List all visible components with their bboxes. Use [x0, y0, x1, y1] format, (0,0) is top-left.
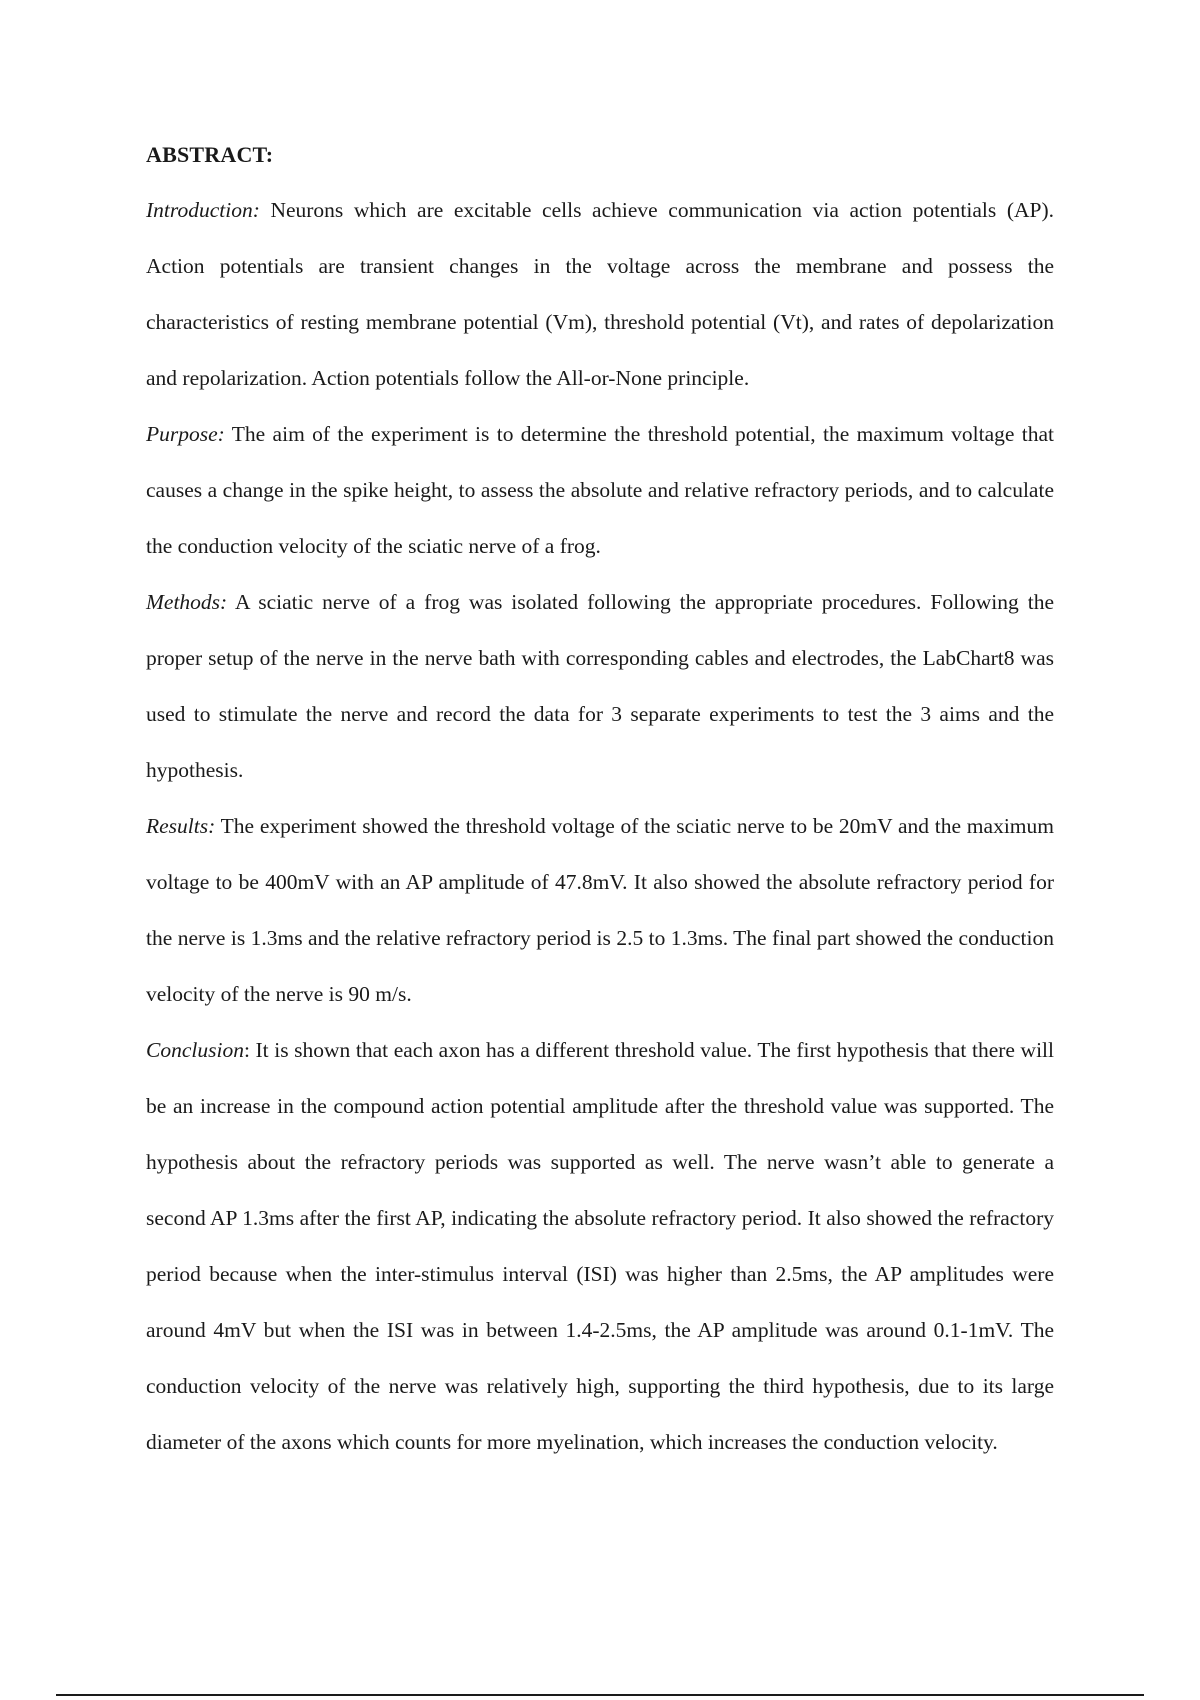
introduction-text: Neurons which are excitable cells achieve communication via action potentials (AP). Action potentials are transient changes in the voltage across the membrane and possess the characteristics of resting membrane potential (Vm), threshold potential (Vt), and rates of depolarization and repolarization. Action potentials follow the All-or-None principle.	[146, 198, 1054, 390]
introduction-paragraph	[146, 182, 1054, 406]
conclusion-text: : It is shown that each axon has a different threshold value. The first hypothesis that there will be an increase in the compound action potential amplitude after the threshold value was supported. The hypothesis about the refractory periods was supported as well. The nerve wasn’t able to generate a second AP 1.3ms after the first AP, indicating the absolute refractory period. It also showed the refractory period because when the inter-stimulus interval (ISI) was higher than 2.5ms, the AP amplitudes were around 4mV but when the ISI was in between 1.4-2.5ms, the AP amplitude was around 0.1-1mV. The conduction velocity of the nerve was relatively high, supporting the third hypothesis, due to its large diameter of the axons which counts for more myelination, which increases the conduction velocity.	[146, 1038, 1054, 1454]
conclusion-label: Conclusion	[146, 1038, 244, 1062]
purpose-text: The aim of the experiment is to determine the threshold potential, the maximum voltage that causes a change in the spike height, to assess the absolute and relative refractory periods, and to calculate the conduction velocity of the sciatic nerve of a frog.	[146, 422, 1054, 558]
introduction-label: Introduction:	[146, 198, 260, 222]
methods-paragraph	[146, 574, 1054, 798]
purpose-label: Purpose:	[146, 422, 225, 446]
document-page	[146, 140, 1054, 1470]
results-text: The experiment showed the threshold voltage of the sciatic nerve to be 20mV and the maximum voltage to be 400mV with an AP amplitude of 47.8mV. It also showed the absolute refractory period for the nerve is 1.3ms and the relative refractory period is 2.5 to 1.3ms. The final part showed the conduction velocity of the nerve is 90 m/s.	[146, 814, 1054, 1006]
methods-text: A sciatic nerve of a frog was isolated following the appropriate procedures. Following the proper setup of the nerve in the nerve bath with corresponding cables and electrodes, the LabChart8 was used to stimulate the nerve and record the data for 3 separate experiments to test the 3 aims and the hypothesis.	[146, 590, 1054, 782]
results-label: Results:	[146, 814, 216, 838]
abstract-heading: ABSTRACT:	[146, 142, 274, 167]
purpose-paragraph	[146, 406, 1054, 574]
footer-divider	[56, 1694, 1144, 1696]
methods-label: Methods:	[146, 590, 228, 614]
conclusion-paragraph	[146, 1022, 1054, 1470]
results-paragraph	[146, 798, 1054, 1022]
